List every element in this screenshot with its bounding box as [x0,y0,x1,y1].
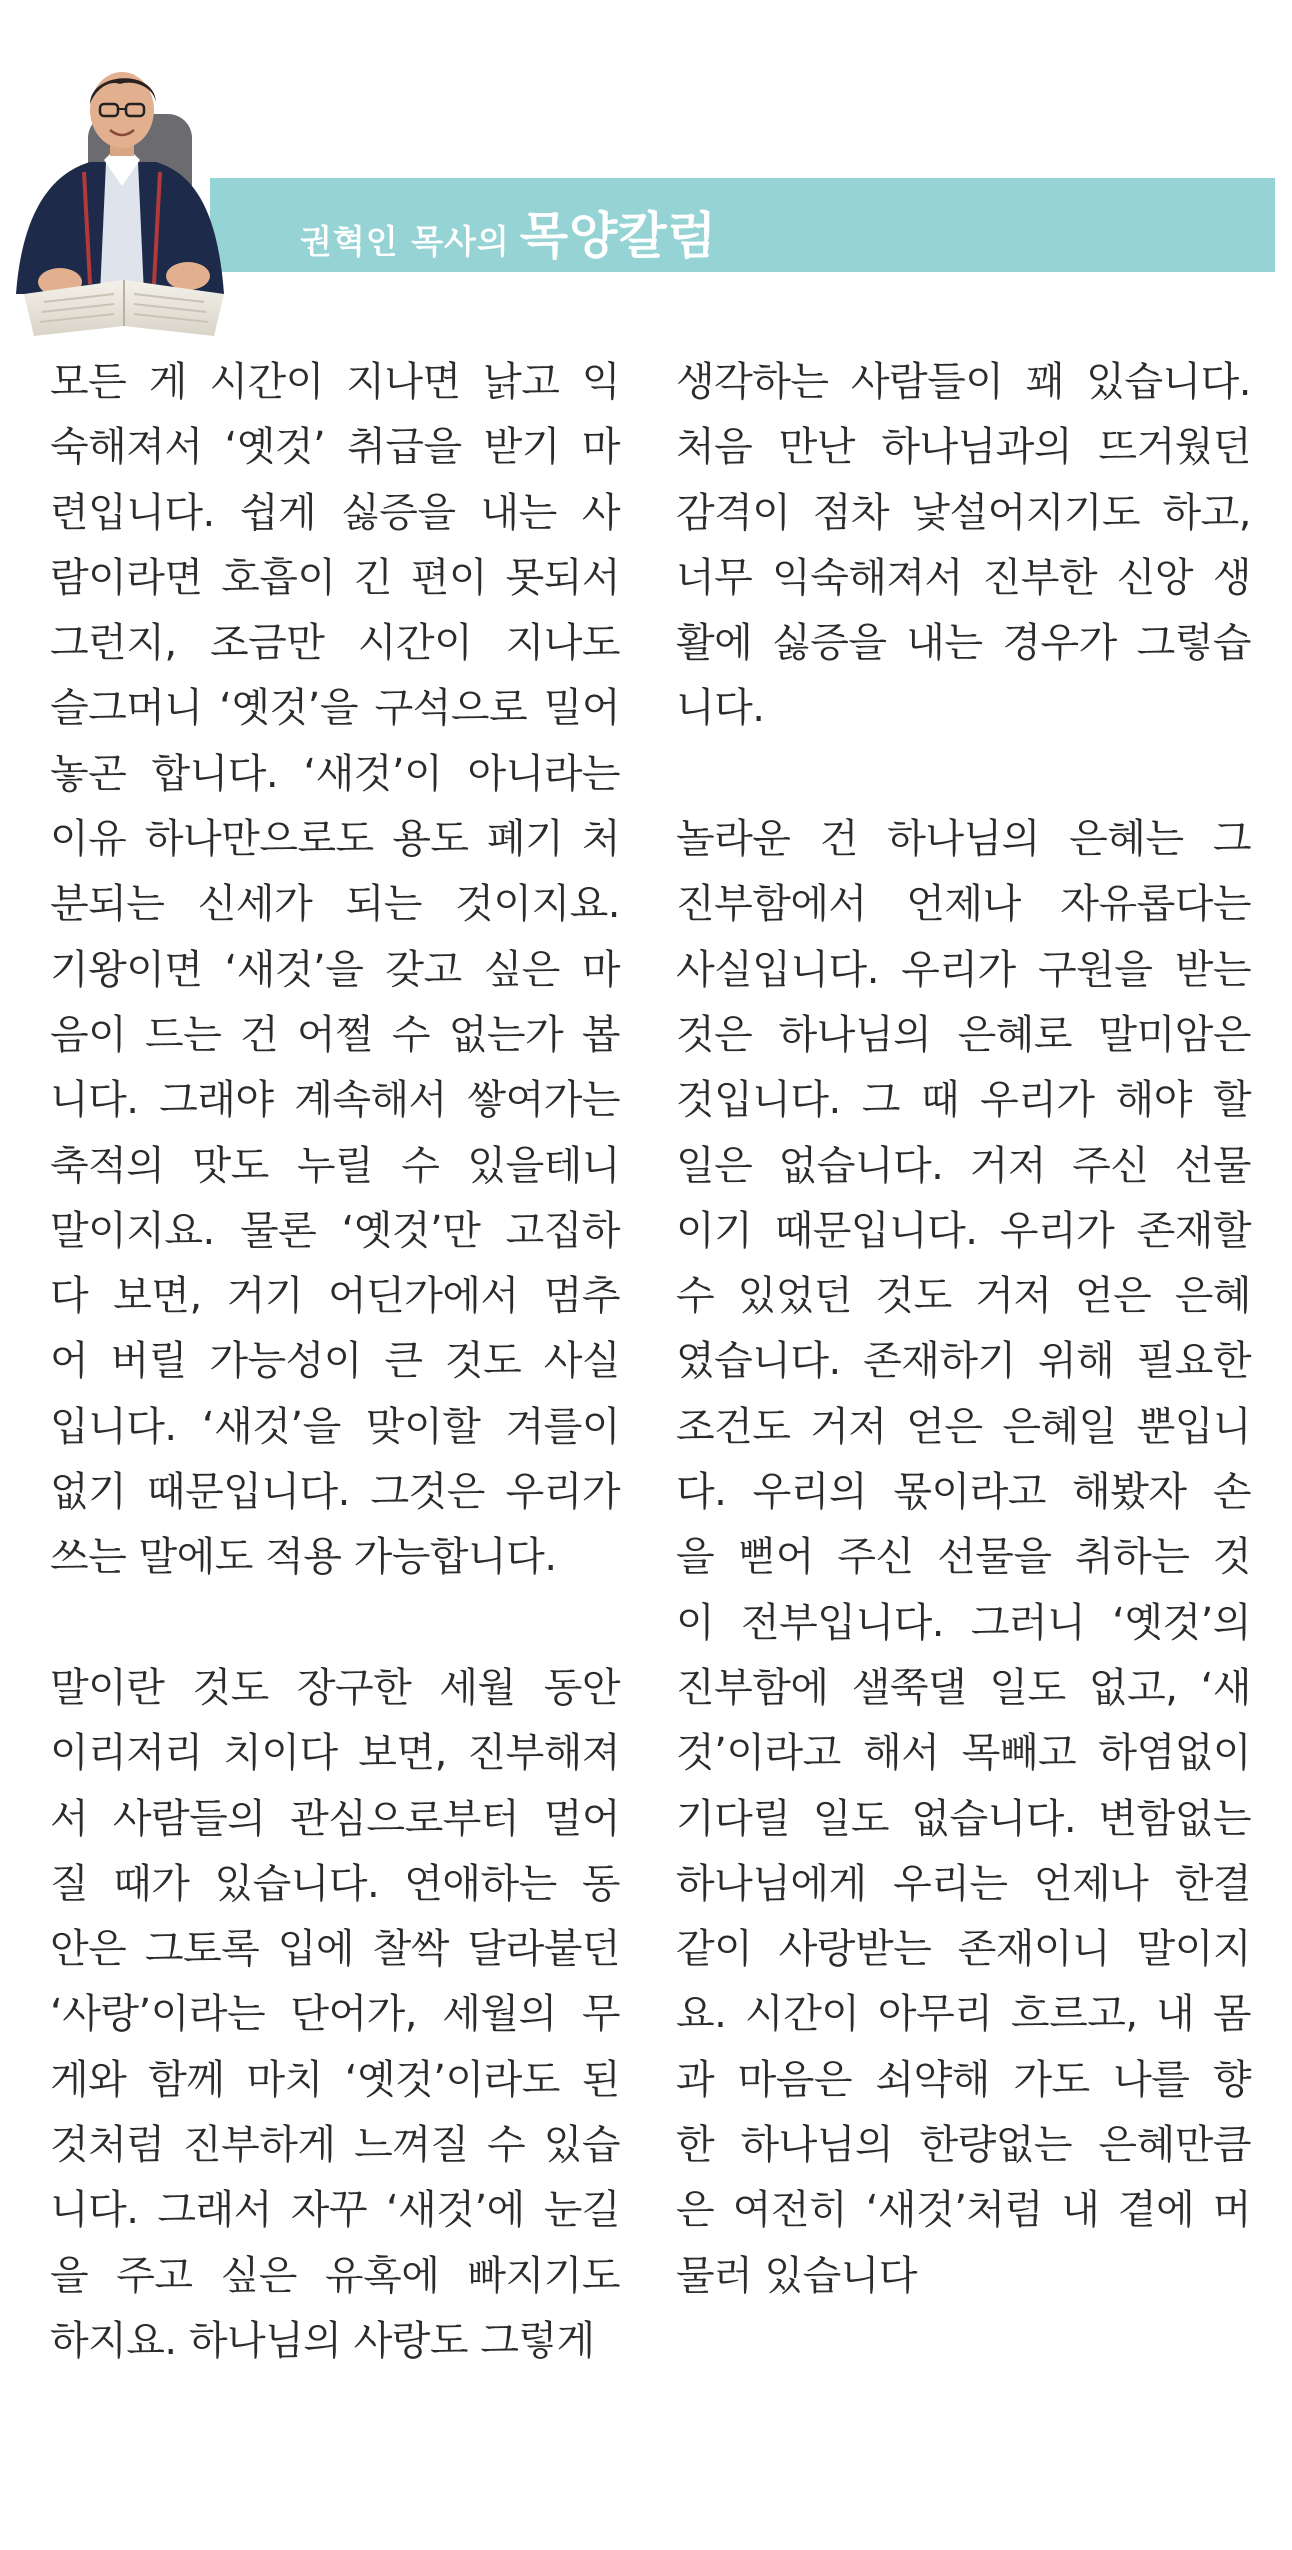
article-right-column [676,350,1251,2309]
article-line: 기다릴 일도 없습니다. 변함없는 [676,1795,1251,1842]
article-line: 은 여전히 ‘새것’처럼 내 곁에 머 [676,2187,1251,2234]
column-header [0,0,1292,360]
article-line: 숙해져서 ‘옛것’ 취급을 받기 마 [50,424,620,471]
article-line: 니다. 그래서 자꾸 ‘새것’에 눈길 [50,2187,620,2234]
article-line: 안은 그토록 입에 찰싹 달라붙던 [50,1926,620,1973]
article-line: 수 있었던 것도 거저 얻은 은혜 [676,1273,1251,1320]
article-line: 하지요. 하나님의 사랑도 그렇게 [50,2317,595,2364]
article-line: 람이라면 호흡이 긴 편이 못되서 [50,554,620,601]
article-line: 질 때가 있습니다. 연애하는 동 [50,1860,620,1907]
article-line: 축적의 맛도 누릴 수 있을테니 [50,1142,620,1189]
article-line: 음이 드는 건 어쩔 수 없는가 봅 [50,1011,620,1058]
article-line: 처음 만난 하나님과의 뜨거웠던 [676,424,1251,471]
article-line: 니다. 그래야 계속해서 쌓여가는 [50,1077,620,1124]
article-line: 일은 없습니다. 거저 주신 선물 [676,1142,1251,1189]
article-line: 입니다. ‘새것’을 맞이할 겨를이 [50,1403,620,1450]
article-line: 였습니다. 존재하기 위해 필요한 [676,1338,1251,1385]
article-line: ‘사랑’이라는 단어가, 세월의 무 [50,1991,620,2038]
article-line: 감격이 점차 낯설어지기도 하고, [676,489,1251,536]
article-line: 조건도 거저 얻은 은혜일 뿐입니 [676,1403,1251,1450]
article-line: 이리저리 치이다 보면, 진부해져 [50,1730,620,1777]
article-line: 게와 함께 마치 ‘옛것’이라도 된 [50,2056,620,2103]
article-line: 없기 때문입니다. 그것은 우리가 [50,1469,620,1516]
article-line: 어 버릴 가능성이 큰 것도 사실 [50,1338,620,1385]
article-line: 이기 때문입니다. 우리가 존재할 [676,1207,1251,1254]
article-line: 이유 하나만으로도 용도 폐기 처 [50,816,620,863]
article-line: 진부함에서 언제나 자유롭다는 [676,881,1251,928]
article-line: 니다. [676,685,765,732]
article-line: 사실입니다. 우리가 구원을 받는 [676,946,1251,993]
column-title [300,196,717,265]
article-line: 것입니다. 그 때 우리가 해야 할 [676,1077,1251,1124]
article-line: 놀라운 건 하나님의 은혜는 그 [676,816,1251,863]
article-line: 진부함에 샐쭉댈 일도 없고, ‘새 [676,1664,1251,1711]
article-line: 련입니다. 쉽게 싫증을 내는 사 [50,489,620,536]
article-line: 것’이라고 해서 목빼고 하염없이 [676,1730,1251,1777]
article-line: 이 전부입니다. 그러니 ‘옛것’의 [676,1599,1251,1646]
article-line: 과 마음은 쇠약해 가도 나를 향 [676,2056,1251,2103]
article-line [50,1591,620,1656]
column-name: 목양칼럼 [519,207,717,265]
article-line: 다. 우리의 몫이라고 해봤자 손 [676,1469,1251,1516]
article-line: 말이란 것도 장구한 세월 동안 [50,1664,620,1711]
author-portrait [4,44,234,340]
article-line: 하나님에게 우리는 언제나 한결 [676,1860,1251,1907]
article-line: 서 사람들의 관심으로부터 멀어 [50,1795,620,1842]
article-line: 생각하는 사람들이 꽤 있습니다. [676,359,1251,405]
article-line: 기왕이면 ‘새것’을 갖고 싶은 마 [50,946,620,993]
article-left-column [50,350,620,2374]
article-line: 한 하나님의 한량없는 은혜만큼 [676,2122,1251,2169]
article-line: 놓곤 합니다. ‘새것’이 아니라는 [50,750,620,797]
article-line: 분되는 신세가 되는 것이지요. [50,881,620,928]
article-line: 다 보면, 거기 어딘가에서 멈추 [50,1273,620,1320]
article-line: 같이 사랑받는 존재이니 말이지 [676,1926,1251,1973]
article-line: 을 주고 싶은 유혹에 빠지기도 [50,2252,620,2299]
article-line: 그런지, 조금만 시간이 지나도 [50,620,620,667]
author-label: 권혁인 목사의 [300,222,510,261]
article-line: 모든 게 시간이 지나면 낡고 익 [50,359,620,405]
article-line: 것은 하나님의 은혜로 말미암은 [676,1011,1251,1058]
article-line: 을 뻗어 주신 선물을 취하는 것 [676,1534,1251,1581]
article-line: 활에 싫증을 내는 경우가 그렇습 [676,620,1251,667]
article-line: 쓰는 말에도 적용 가능합니다. [50,1534,557,1581]
article-line: 말이지요. 물론 ‘옛것’만 고집하 [50,1207,620,1254]
article-line: 너무 익숙해져서 진부한 신앙 생 [676,554,1251,601]
article-line [676,742,1251,807]
article-line: 물러 있습니다 [676,2252,918,2299]
article-line: 요. 시간이 아무리 흐르고, 내 몸 [676,1991,1251,2038]
article-line: 슬그머니 ‘옛것’을 구석으로 밀어 [50,685,620,732]
article-line: 것처럼 진부하게 느껴질 수 있습 [50,2122,620,2169]
